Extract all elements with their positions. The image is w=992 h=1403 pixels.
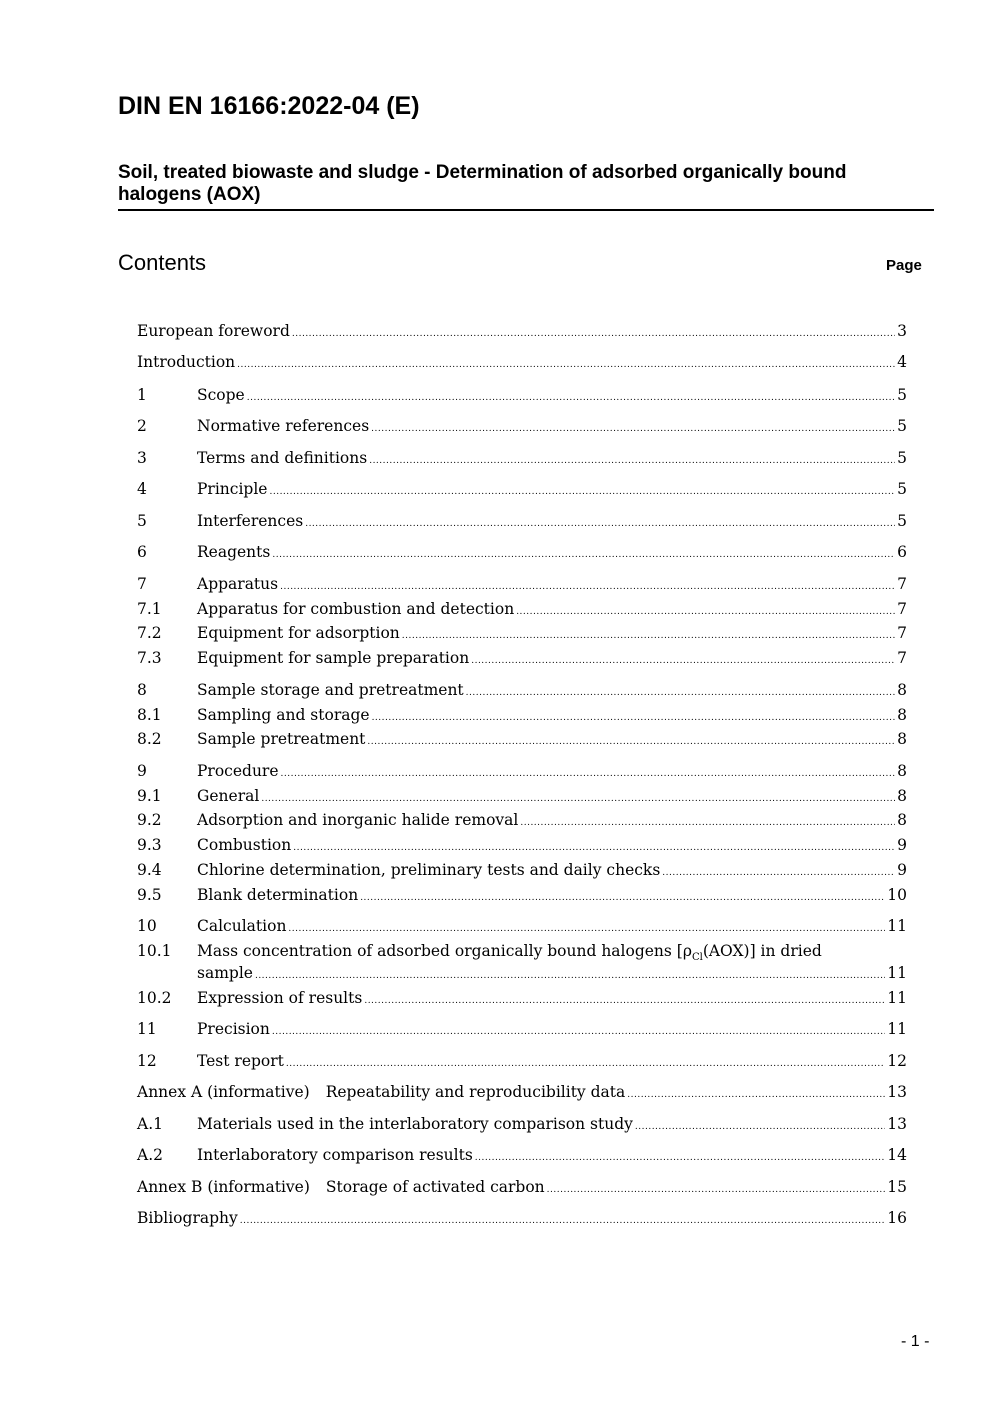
toc-page: 7 <box>897 624 907 642</box>
toc-number: 9.5 <box>137 886 162 904</box>
toc-entry-introduction[interactable] <box>137 353 907 375</box>
toc-label: Sample pretreatment <box>197 730 366 748</box>
toc-label: European foreword <box>137 322 290 340</box>
toc-leader <box>367 730 895 748</box>
toc-annex-prefix: Annex B (informative) <box>137 1178 310 1196</box>
toc-leader <box>662 861 895 879</box>
toc-number: 5 <box>137 512 147 530</box>
toc-page: 8 <box>897 811 907 829</box>
toc-label: Procedure <box>197 762 279 780</box>
toc-page: 14 <box>887 1146 907 1164</box>
toc-leader <box>281 762 896 780</box>
toc-page: 3 <box>897 322 907 340</box>
toc-page: 8 <box>897 762 907 780</box>
toc-label: Apparatus <box>197 575 279 593</box>
toc-page: 5 <box>897 449 907 467</box>
toc-label: Test report <box>197 1052 284 1070</box>
page-column-label: Page <box>886 257 922 274</box>
title-divider <box>118 209 934 211</box>
toc-leader <box>261 787 895 805</box>
toc-entry-8[interactable] <box>137 681 907 703</box>
toc-number: 3 <box>137 449 147 467</box>
toc-leader <box>360 886 885 904</box>
toc-number: 1 <box>137 386 147 404</box>
toc-entry-annex-a[interactable] <box>137 1083 907 1105</box>
toc-number: 8.2 <box>137 730 162 748</box>
toc-entry-annex-b[interactable] <box>137 1178 907 1200</box>
toc-number: 11 <box>137 1020 157 1038</box>
toc-leader <box>288 917 885 935</box>
toc-leader <box>293 836 895 854</box>
toc-leader <box>364 989 885 1007</box>
toc-page: 5 <box>897 417 907 435</box>
toc-label: Equipment for sample preparation <box>197 649 470 667</box>
toc-page: 16 <box>887 1209 907 1227</box>
toc-label: Introduction <box>137 353 236 371</box>
toc-entry-6[interactable] <box>137 543 907 565</box>
toc-label: Reagents <box>197 543 271 561</box>
toc-label: Chlorine determination, preliminary tests and daily checks <box>197 861 661 879</box>
toc-label: Blank determination <box>197 886 359 904</box>
toc-number: 8.1 <box>137 706 162 724</box>
toc-entry-9-2[interactable] <box>137 811 907 833</box>
toc-entry-a-2[interactable] <box>137 1146 907 1168</box>
document-id: DIN EN 16166:2022-04 (E) <box>118 92 420 120</box>
toc-page: 7 <box>897 575 907 593</box>
toc-leader <box>269 480 895 498</box>
toc-leader <box>475 1146 885 1164</box>
toc-leader <box>471 649 895 667</box>
toc-page: 8 <box>897 706 907 724</box>
toc-label: Adsorption and inorganic halide removal <box>197 811 519 829</box>
toc-page: 8 <box>897 730 907 748</box>
toc-label: Sampling and storage <box>197 706 370 724</box>
toc-entry-1[interactable] <box>137 386 907 408</box>
toc-entry-12[interactable] <box>137 1052 907 1074</box>
toc-page: 9 <box>897 836 907 854</box>
toc-label: Sample storage and pretreatment <box>197 681 464 699</box>
toc-page: 10 <box>887 886 907 904</box>
toc-label: Combustion <box>197 836 292 854</box>
toc-page: 7 <box>897 649 907 667</box>
toc-page: 11 <box>887 964 907 982</box>
toc-number: 9.1 <box>137 787 162 805</box>
toc-page: 8 <box>897 681 907 699</box>
toc-number: 10.2 <box>137 989 172 1007</box>
toc-leader <box>247 386 895 404</box>
toc-leader <box>369 449 895 467</box>
toc-number: 7.1 <box>137 600 162 618</box>
toc-label: Apparatus for combustion and detection <box>197 600 515 618</box>
toc-page: 4 <box>897 353 907 371</box>
toc-entry-3[interactable] <box>137 449 907 471</box>
toc-entry-10[interactable] <box>137 917 907 939</box>
toc-page: 15 <box>887 1178 907 1196</box>
document-title: Soil, treated biowaste and sludge - Determination of adsorbed organically bound halogens (AOX) <box>118 162 847 205</box>
toc-entry-9-5[interactable] <box>137 886 907 908</box>
toc-leader <box>372 706 896 724</box>
toc-entry-bibliography[interactable] <box>137 1209 907 1231</box>
toc-leader <box>255 964 885 982</box>
toc-label: Equipment for adsorption <box>197 624 400 642</box>
toc-number: 8 <box>137 681 147 699</box>
toc-leader <box>272 543 895 561</box>
toc-label: Interlaboratory comparison results <box>197 1146 473 1164</box>
toc-number: 7 <box>137 575 147 593</box>
toc-entry-european-foreword[interactable] <box>137 322 907 344</box>
toc-entry-10-1[interactable] <box>137 942 907 986</box>
toc-label: Precision <box>197 1020 270 1038</box>
toc-page: 8 <box>897 787 907 805</box>
toc-label: Scope <box>197 386 245 404</box>
toc-entry-4[interactable] <box>137 480 907 502</box>
toc-entry-7-2[interactable] <box>137 624 907 646</box>
toc-number: 7.3 <box>137 649 162 667</box>
toc-label: Interferences <box>197 512 304 530</box>
toc-number: 7.2 <box>137 624 162 642</box>
toc-entry-7[interactable] <box>137 575 907 597</box>
toc-number: 9.4 <box>137 861 162 879</box>
toc-entry-11[interactable] <box>137 1020 907 1042</box>
toc-number: 9 <box>137 762 147 780</box>
contents-heading: Contents <box>118 250 207 275</box>
toc-entry-7-1[interactable] <box>137 600 907 622</box>
toc-number: 6 <box>137 543 147 561</box>
toc-leader <box>466 681 895 699</box>
toc-leader <box>635 1115 885 1133</box>
toc-leader <box>516 600 895 618</box>
toc-leader <box>305 512 895 530</box>
toc-page: 13 <box>887 1083 907 1101</box>
toc-page: 5 <box>897 480 907 498</box>
toc-number: 9.2 <box>137 811 162 829</box>
toc-leader <box>292 322 895 340</box>
toc-leader <box>547 1178 886 1196</box>
toc-number: 9.3 <box>137 836 162 854</box>
toc-entry-5[interactable] <box>137 512 907 534</box>
toc-leader <box>272 1020 885 1038</box>
toc-entry-9[interactable] <box>137 762 907 784</box>
toc-entry-9-3[interactable] <box>137 836 907 858</box>
toc-number: 2 <box>137 417 147 435</box>
toc-page: 6 <box>897 543 907 561</box>
toc-entry-a-1[interactable] <box>137 1115 907 1137</box>
toc-page: 11 <box>887 989 907 1007</box>
toc-label: Expression of results <box>197 989 363 1007</box>
toc-page: 13 <box>887 1115 907 1133</box>
toc-number: 10 <box>137 917 157 935</box>
toc-label: Principle <box>197 480 268 498</box>
toc-label: General <box>197 787 260 805</box>
toc-entry-8-1[interactable] <box>137 706 907 728</box>
toc-entry-8-2[interactable] <box>137 730 907 752</box>
toc-label: Normative references <box>197 417 370 435</box>
toc-number: 4 <box>137 480 147 498</box>
toc-number: A.1 <box>137 1115 163 1133</box>
toc-number: A.2 <box>137 1146 163 1164</box>
toc-leader <box>280 575 895 593</box>
toc-page: 11 <box>887 917 907 935</box>
toc-label: Materials used in the interlaboratory comparison study <box>197 1115 633 1133</box>
toc-entry-2[interactable] <box>137 417 907 439</box>
toc-page: 5 <box>897 512 907 530</box>
toc-leader <box>237 353 895 371</box>
toc-entry-9-1[interactable] <box>137 787 907 809</box>
toc-label-line-1: Mass concentration of adsorbed organically bound halogens $[\rho_{Cl}(AOX)]$ in dried <box>197 942 822 964</box>
toc-page: 11 <box>887 1020 907 1038</box>
toc-label: Terms and definitions <box>197 449 368 467</box>
toc-leader <box>286 1052 885 1070</box>
toc-page: 7 <box>897 600 907 618</box>
toc-leader <box>402 624 895 642</box>
page-number: - 1 - <box>901 1333 930 1350</box>
toc-page: 9 <box>897 861 907 879</box>
toc-entry-9-4[interactable] <box>137 861 907 883</box>
toc-leader <box>371 417 895 435</box>
toc-number: 12 <box>137 1052 157 1070</box>
toc-label: Storage of activated carbon <box>325 1178 545 1196</box>
toc-leader <box>520 811 895 829</box>
toc-page: 5 <box>897 386 907 404</box>
toc-label: Repeatability and reproducibility data <box>325 1083 626 1101</box>
toc-label: Bibliography <box>137 1209 238 1227</box>
toc-entry-10-2[interactable] <box>137 989 907 1011</box>
toc-number: 10.1 <box>137 942 172 960</box>
toc-leader <box>627 1083 885 1101</box>
toc-entry-7-3[interactable] <box>137 649 907 671</box>
toc-annex-prefix: Annex A (informative) <box>137 1083 310 1101</box>
toc-label: Calculation <box>197 917 287 935</box>
toc-leader <box>240 1209 886 1227</box>
toc-label-line-2: sample <box>197 964 253 982</box>
toc-page: 12 <box>887 1052 907 1070</box>
